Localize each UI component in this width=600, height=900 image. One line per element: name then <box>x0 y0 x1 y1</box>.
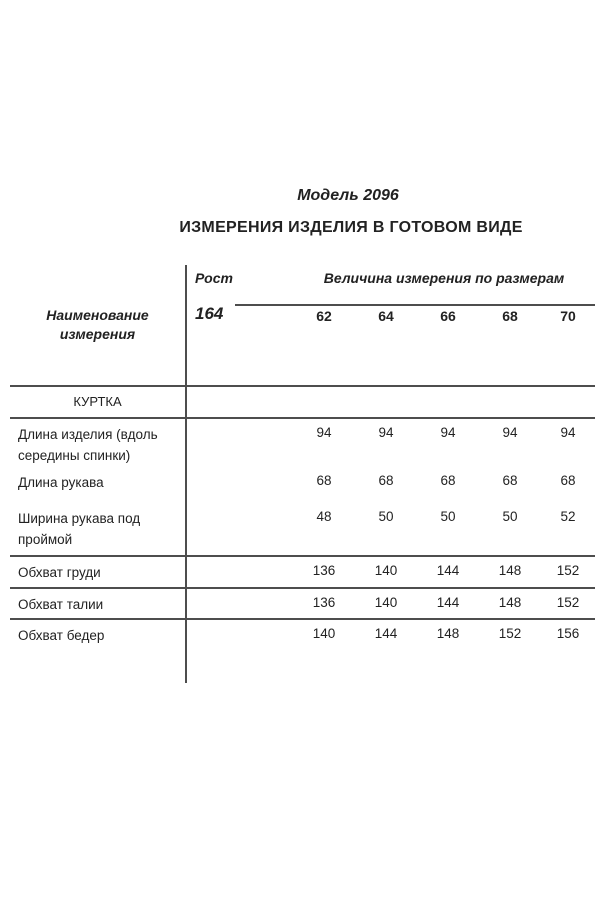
value-cell: 140 <box>312 626 336 641</box>
height-column-spacer <box>187 503 293 555</box>
value-cell: 68 <box>316 473 332 488</box>
value-cell: 148 <box>498 563 522 578</box>
header-height-cell <box>187 265 293 385</box>
table-row <box>10 587 595 618</box>
value-cell: 68 <box>560 473 576 488</box>
value-cell: 152 <box>556 595 580 610</box>
size-column-header: 70 <box>560 308 576 324</box>
height-column-spacer <box>187 620 293 683</box>
height-column-spacer <box>187 419 293 467</box>
value-cell: 68 <box>440 473 456 488</box>
value-cell: 148 <box>498 595 522 610</box>
value-cell: 136 <box>312 563 336 578</box>
value-cell: 52 <box>560 509 576 524</box>
value-cell: 68 <box>378 473 394 488</box>
table-header-row <box>10 265 595 385</box>
value-cell: 94 <box>440 425 456 440</box>
section-row <box>10 385 595 417</box>
value-cell: 94 <box>560 425 576 440</box>
value-cell: 152 <box>556 563 580 578</box>
page-subtitle: ИЗМЕРЕНИЯ ИЗДЕЛИЯ В ГОТОВОМ ВИДЕ <box>179 219 523 236</box>
table-row <box>10 417 595 467</box>
height-value: 164 <box>195 304 224 323</box>
size-column-header: 68 <box>502 308 518 324</box>
value-cell: 50 <box>378 509 394 524</box>
row-label: Обхват груди <box>10 557 187 587</box>
row-label: Длина изделия (вдоль середины спинки) <box>10 419 187 467</box>
height-column-spacer <box>187 467 293 503</box>
table-row <box>10 467 595 503</box>
value-cell: 48 <box>316 509 332 524</box>
table-row <box>10 503 595 555</box>
value-cell: 144 <box>374 626 398 641</box>
value-cell: 152 <box>498 626 522 641</box>
value-cell: 136 <box>312 595 336 610</box>
size-column-header: 66 <box>440 308 456 324</box>
row-label: Обхват талии <box>10 589 187 618</box>
value-cell: 68 <box>502 473 518 488</box>
height-label: Рост <box>195 270 233 286</box>
value-cell: 140 <box>374 595 398 610</box>
size-column-header: 64 <box>378 308 394 324</box>
header-sizes-title: Величина измерения по размерам <box>323 270 565 286</box>
value-cell: 94 <box>502 425 518 440</box>
value-cell: 144 <box>436 595 460 610</box>
sizes-title-underline <box>235 304 595 306</box>
value-cell: 140 <box>374 563 398 578</box>
value-cell: 144 <box>436 563 460 578</box>
row-label: Обхват бедер <box>10 620 187 683</box>
header-measurement-name: Наименование измерения <box>10 265 187 385</box>
page-title: Модель 2096 <box>297 187 399 204</box>
table-row <box>10 555 595 587</box>
value-cell: 50 <box>502 509 518 524</box>
value-cell: 94 <box>316 425 332 440</box>
row-label: Длина рукава <box>10 467 187 503</box>
section-title: КУРТКА <box>10 387 187 417</box>
measurement-table <box>10 265 595 683</box>
value-cell: 148 <box>436 626 460 641</box>
value-cell: 156 <box>556 626 580 641</box>
value-cell: 50 <box>440 509 456 524</box>
value-cell: 94 <box>378 425 394 440</box>
height-column-spacer <box>187 557 293 587</box>
row-label: Ширина рукава под проймой <box>10 503 187 555</box>
size-column-header: 62 <box>316 308 332 324</box>
table-row <box>10 618 595 683</box>
height-column-spacer <box>187 589 293 618</box>
